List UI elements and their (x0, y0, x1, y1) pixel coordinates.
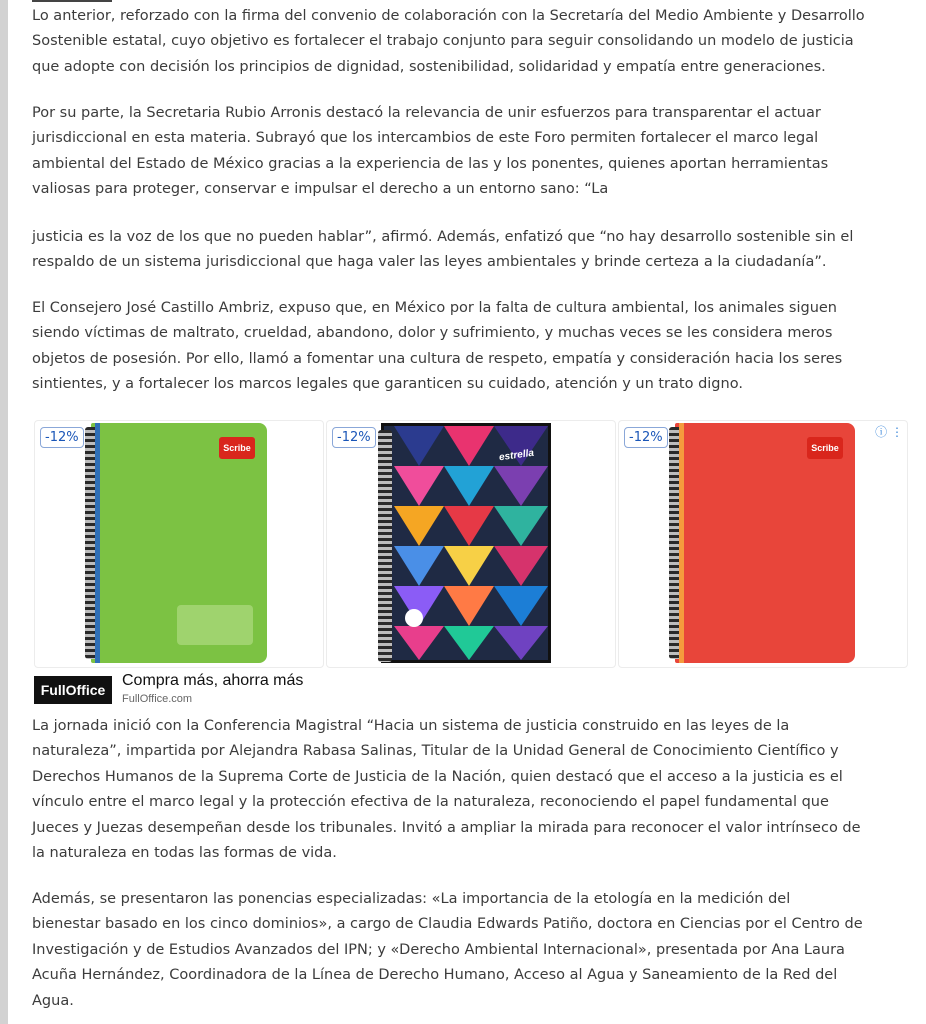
estrella-notebook-image (381, 423, 551, 663)
geometric-pattern (384, 426, 548, 660)
article-paragraph: La jornada inició con la Conferencia Magistral “Hacia un sistema de justicia construido en las leyes de la naturaleza”, impartida por Alejandra Rabasa Salinas, Titular de la Unidad General de Conocimiento Científico y Derechos Humanos de la Suprema Corte de Justicia de la Nación, quien destacó que el acceso a la justicia es el vínculo entre el marco legal y la protección efectiva de la naturaleza, reconociendo el papel fundamental que Jueces y Juezas desempeñan desde los tribunales. Invitó a ampliar la mirada para reconocer el valor intrínseco de la naturaleza en todas las formas de vida. (32, 718, 861, 862)
product-card-red-notebook[interactable] (618, 420, 908, 668)
fulloffice-logo[interactable]: FullOffice (34, 676, 112, 704)
orange-edge (679, 423, 684, 663)
article-paragraph: Además, se presentaron las ponencias especializadas: «La importancia de la etología en la medición del bienestar basado en los cinco dominios», a cargo de Claudia Edwards Patiño, doctora en Ciencias por el Centro de Investigación y de Estudios Avanzados del IPN; y «Derecho Ambiental Internacional», presentada por Ana Laura Acuña Hernández, Coordinadora de la Línea de Derecho Humano, Acceso al Agua y Saneamiento de la Red del Agua. (32, 891, 863, 1009)
article-paragraph: El Consejero José Castillo Ambriz, expuso que, en México por la falta de cultura ambiental, los animales siguen siendo víctimas de maltrato, crueldad, abandono, dolor y sufrimiento, y muchas veces se les considera meros objetos de posesión. Por ello, llamó a fomentar una cultura de respeto, empatía y consideración hacia los seres sintientes, y a fortalecer los marcos legales que garanticen su cuidado, atención y un trato digno. (32, 300, 843, 393)
scribe-logo: Scribe (807, 437, 843, 459)
ad-footer[interactable] (34, 670, 906, 710)
shopping-ad[interactable] (34, 420, 906, 710)
ad-headline[interactable]: Compra más, ahorra más (122, 672, 304, 689)
top-divider (32, 0, 112, 2)
ad-domain[interactable]: FullOffice.com (122, 693, 193, 705)
label-box (177, 605, 253, 645)
discount-badge: -12% (40, 427, 84, 448)
article-paragraph: Lo anterior, reforzado con la firma del convenio de colaboración con la Secretaría del Medio Ambiente y Desarrollo Sostenible estatal, cuyo objetivo es fortalecer el trabajo conjunto para seguir consolidando un modelo de justicia que adopte con decisión los principios de dignidad, sostenibilidad, solidaridad y empatía entre generaciones. (32, 8, 865, 75)
product-card-estrella-notebook[interactable] (326, 420, 616, 668)
blue-edge (95, 423, 100, 663)
red-notebook-image (675, 423, 855, 663)
product-card-green-notebook[interactable] (34, 420, 324, 668)
ad-info-icon[interactable]: ⓘ ⋮ (875, 425, 903, 439)
article-paragraph: justicia es la voz de los que no pueden hablar”, afirmó. Además, enfatizó que “no hay desarrollo sostenible sin el respaldo de un sistema jurisdiccional que haga valer las leyes ambientales y brinde certeza a la ciudadanía”. (32, 229, 854, 271)
article-paragraph: Por su parte, la Secretaria Rubio Arronis destacó la relevancia de unir esfuerzos para transparentar el actuar jurisdiccional en esta materia. Subrayó que los intercambios de este Foro permiten fortalecer el marco legal ambiental del Estado de México gracias a la experiencia de las y los ponentes, quienes aportan herramientas valiosas para proteger, conservar e impulsar el derecho a un entorno sano: “La (32, 105, 829, 198)
left-border-rail (0, 0, 8, 1024)
scribe-logo: Scribe (219, 437, 255, 459)
estrella-logo: estrella (498, 447, 535, 464)
discount-badge: -12% (332, 427, 376, 448)
discount-badge: -12% (624, 427, 668, 448)
green-notebook-image (91, 423, 267, 663)
